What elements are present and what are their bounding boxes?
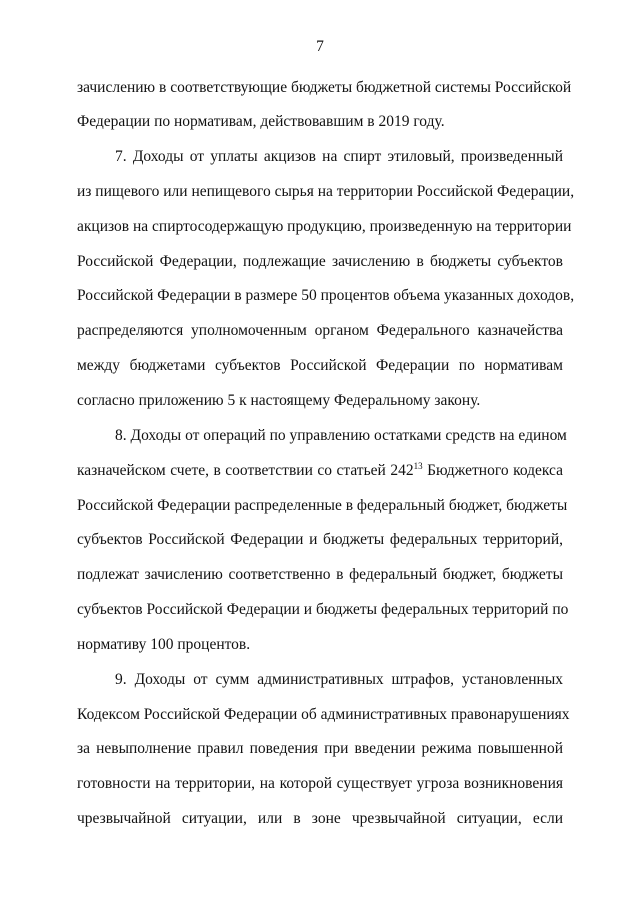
text-fragment: казначейском счете, в соответствии со статьей 242 — [77, 462, 414, 479]
text-line: акцизов на спиртосодержащую продукцию, произведенную на территории — [77, 218, 572, 235]
superscript: 13 — [413, 461, 423, 471]
text-line: Федерации по нормативам, действовавшим в 2019 году. — [77, 113, 445, 130]
text-line: субъектов Российской Федерации и бюджеты федеральных территорий, — [77, 531, 563, 548]
text-line: Кодексом Российской Федерации об административных правонарушениях — [77, 706, 570, 723]
text-line: нормативу 100 процентов. — [77, 636, 251, 653]
text-line: распределяются уполномоченным органом Федерального казначейства — [77, 322, 563, 339]
text-line: Российской Федерации распределенные в федеральный бюджет, бюджеты — [77, 497, 568, 514]
text-line: из пищевого или непищевого сырья на территории Российской Федерации, — [77, 183, 575, 200]
text-line: чрезвычайной ситуации, или в зоне чрезвычайной ситуации, если — [77, 810, 563, 827]
text-line: между бюджетами субъектов Российской Федерации по нормативам — [77, 357, 563, 374]
text-line: за невыполнение правил поведения при введении режима повышенной — [77, 740, 563, 757]
text-line: субъектов Российской Федерации и бюджеты федеральных территорий по — [77, 601, 569, 618]
text-line: согласно приложению 5 к настоящему Федеральному закону. — [77, 392, 481, 409]
page-number: 7 — [316, 38, 324, 55]
text-line — [77, 461, 563, 481]
text-line: готовности на территории, на которой существует угроза возникновения — [77, 775, 563, 792]
text-line: зачислению в соответствующие бюджеты бюджетной системы Российской — [77, 79, 572, 96]
text-line: 8. Доходы от операций по управлению остатками средств на едином — [115, 427, 567, 444]
text-line: подлежат зачислению соответственно в федеральный бюджет, бюджеты — [77, 566, 563, 583]
text-line: 7. Доходы от уплаты акцизов на спирт этиловый, произведенный — [115, 148, 563, 165]
text-line: 9. Доходы от сумм административных штрафов, установленных — [115, 671, 563, 688]
text-fragment: Бюджетного кодекса — [422, 462, 563, 479]
text-line: Российской Федерации, подлежащие зачислению в бюджеты субъектов — [77, 253, 563, 270]
text-line: Российской Федерации в размере 50 процентов объема указанных доходов, — [77, 287, 575, 304]
